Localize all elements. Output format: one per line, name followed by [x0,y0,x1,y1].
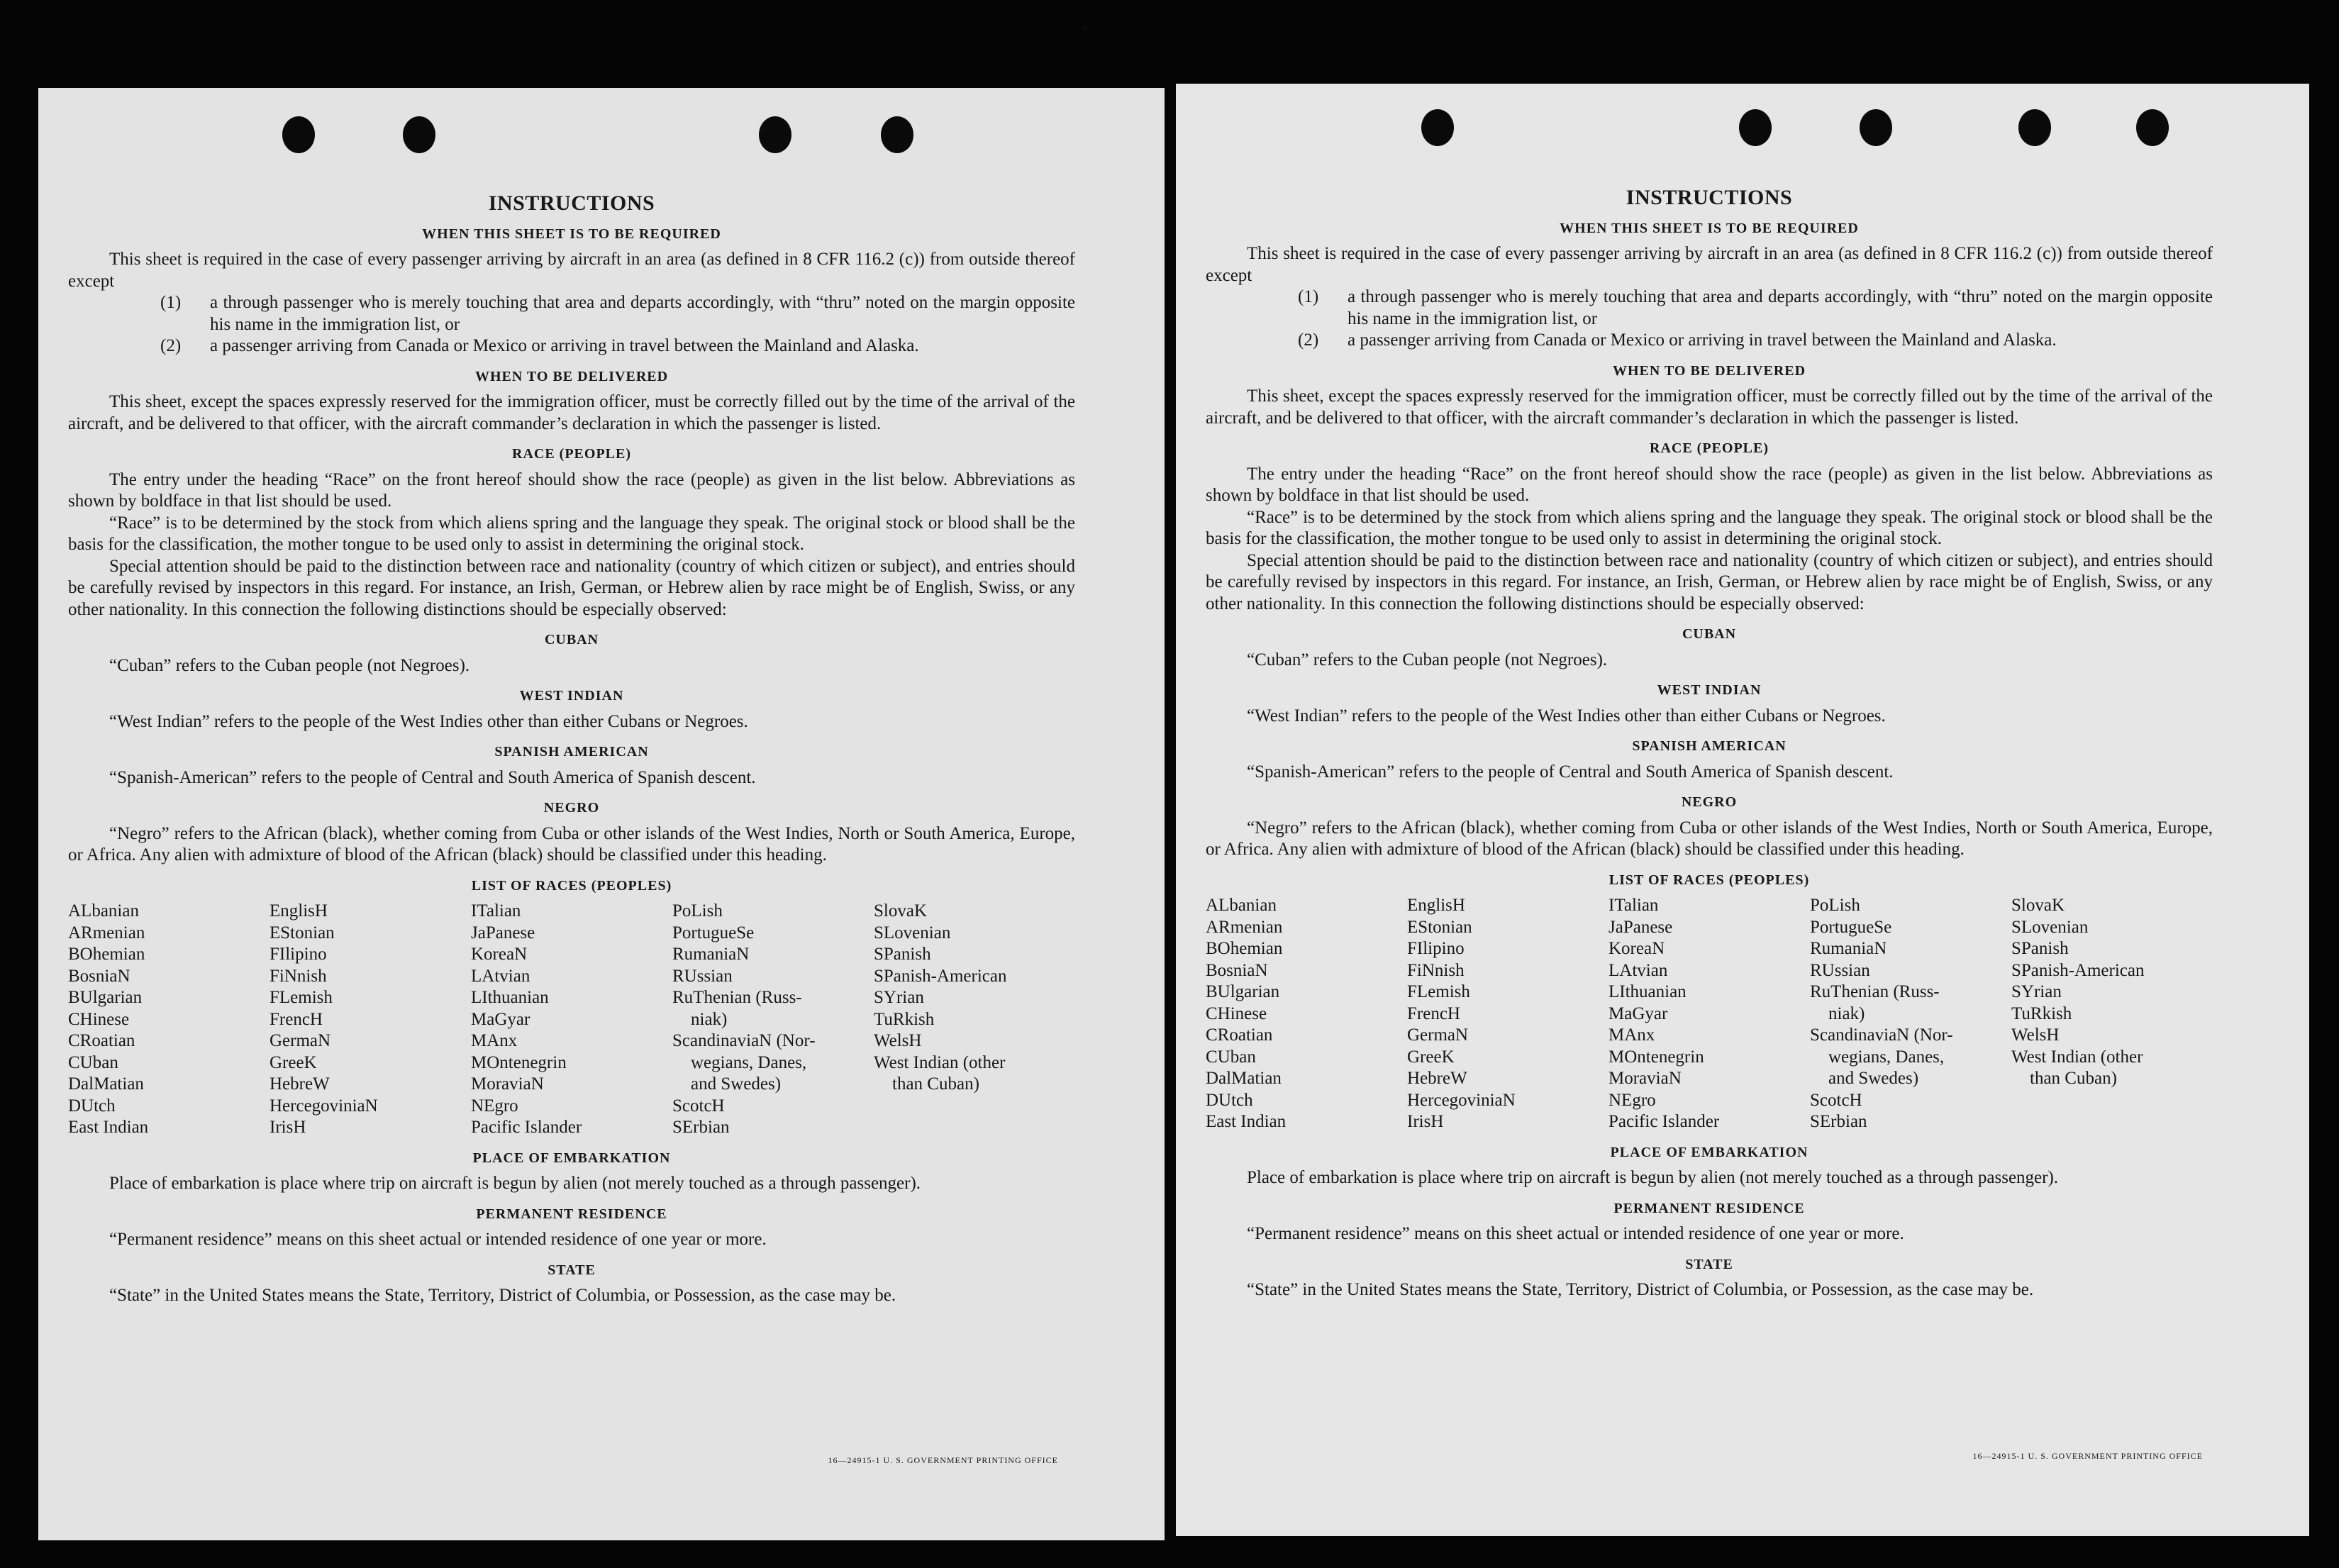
item-number: (2) [1298,330,1319,350]
paragraph: This sheet is required in the case of every passenger arriving by aircraft in an area (as defined in 8 CFR 116.2 (c)) from outside thereof except [1206,244,2213,285]
section-heading: PERMANENT RESIDENCE [1613,1200,1805,1216]
paragraph: “Negro” refers to the African (black), whether coming from Cuba or other islands of the West Indies, North or South America, Europe, or Africa. Any alien with admixture of blood of the African (black) should be classified under this heading. [1206,818,2213,859]
punch-hole [2018,109,2051,146]
scan-speck [1082,26,1088,31]
punch-hole [2136,109,2169,146]
race-entry: MOntenegrin [471,1052,567,1072]
race-entry: FLemish [1407,982,1470,1001]
race-entry: FLemish [270,988,333,1007]
races-column [1206,895,1407,1133]
race-entry: SErbian [672,1118,730,1137]
paragraph: This sheet is required in the case of every passenger arriving by aircraft in an area (as defined in 8 CFR 116.2 (c)) from outside thereof except [68,250,1075,291]
race-entry: HebreW [270,1074,330,1094]
race-entry: HercegoviniaN [270,1096,378,1116]
section-heading: NEGRO [1681,794,1738,810]
races-column [1609,895,1810,1133]
paragraph: “West Indian” refers to the people of the West Indies other than either Cubans or Negroes. [1247,706,1886,725]
punch-hole [403,116,435,153]
race-entry: JaPanese [471,923,535,943]
race-entry: EStonian [1407,917,1472,937]
list-item [68,335,1075,357]
print-footer: 16—24915-1 U. S. GOVERNMENT PRINTING OFFICE [828,1455,1058,1465]
punch-hole [1421,109,1454,146]
paragraph: “Spanish-American” refers to the people of Central and South America of Spanish descent. [109,767,756,787]
race-entry: CRoatian [68,1031,135,1050]
race-entry: NEgro [1609,1090,1656,1110]
race-entry: SPanish-American [2011,960,2145,980]
race-entry: ITalian [471,901,521,921]
paragraph: This sheet, except the spaces expressly reserved for the immigration officer, must be correctly filled out by the time of the arrival of the aircraft, and be delivered to that officer, with the aircraft commander’s declaration in which the passenger is listed. [1206,387,2213,428]
race-entry: SLovenian [2011,917,2089,937]
race-entry: EStonian [270,923,335,943]
race-entry: FrencH [1407,1003,1460,1023]
punch-hole [1860,109,1892,146]
races-column [270,901,471,1139]
paragraph: Special attention should be paid to the distinction between race and nationality (country of which citizen or subject), and entries should be carefully revised by inspectors in this regard. For instance, an Irish, German, or Hebrew alien by race might be of English, Swiss, or any other nationality. In this connection the following distinctions should be especially observed: [1206,550,2213,613]
race-entry: FIlipino [270,945,327,964]
section-heading: SPANISH AMERICAN [494,744,649,760]
races-column [68,901,270,1139]
punch-hole [282,116,315,153]
paragraph: “Negro” refers to the African (black), whether coming from Cuba or other islands of the West Indies, North or South America, Europe, or Africa. Any alien with admixture of blood of the African (black) should be classified under this heading. [68,823,1075,864]
race-entry: LAtvian [1609,960,1668,980]
race-entry: RUssian [1810,960,1870,980]
race-entry: ScandinaviaN (Nor- [672,1031,816,1050]
race-entry: FIlipino [1407,939,1465,958]
race-entry: FiNnish [1407,960,1465,980]
race-entry: Pacific Islander [471,1118,582,1137]
race-entry: and Swedes) [691,1074,782,1094]
race-entry: wegians, Danes, [691,1052,807,1072]
race-entry: RUssian [672,966,733,986]
races-column [672,901,874,1139]
race-entry: MAnx [471,1031,518,1050]
race-entry: SPanish [874,945,931,964]
race-entry: SLovenian [874,923,951,943]
race-entry: MAnx [1609,1025,1655,1045]
section-heading: PERMANENT RESIDENCE [476,1206,667,1222]
race-entry: DalMatian [1206,1069,1282,1088]
race-entry: RuThenian (Russ- [1810,982,1940,1001]
paragraph: Place of embarkation is place where trip on aircraft is begun by alien (not merely touched as a through passenger). [109,1174,921,1193]
race-entry: SPanish-American [874,966,1007,986]
race-entry: MoraviaN [471,1074,544,1094]
race-entry: SPanish [2011,939,2069,958]
race-entry: DalMatian [68,1074,144,1094]
race-entry: West Indian (other [874,1052,1006,1072]
item-number: (1) [160,293,182,312]
race-entry: GreeK [1407,1047,1455,1067]
race-entry: niak) [691,1009,728,1029]
race-entry: ALbanian [1206,896,1277,915]
section-heading: WHEN TO BE DELIVERED [1612,362,1806,379]
item-text: a through passenger who is merely touching that area and departs accordingly, with “thru” noted on the margin opposite his name in the immigration list, or [210,293,1075,334]
race-entry: TuRkish [874,1009,935,1029]
race-entry: PortugueSe [672,923,755,943]
race-entry: BosniaN [1206,960,1268,980]
race-entry: CUban [1206,1047,1256,1067]
race-entry: JaPanese [1609,917,1673,937]
paragraph: Place of embarkation is place where trip on aircraft is begun by alien (not merely touched as a through passenger). [1247,1168,2059,1187]
races-column [1810,895,2011,1133]
section-heading: NEGRO [543,800,600,816]
punch-hole [1739,109,1772,146]
document-page-left [38,88,1165,1540]
race-entry: EnglisH [270,901,328,921]
races-column [1407,895,1609,1133]
race-entry: CHinese [68,1009,130,1029]
paragraph: “Permanent residence” means on this sheet actual or intended residence of one year or more. [109,1230,767,1249]
race-entry: BosniaN [68,966,130,986]
race-entry: Pacific Islander [1609,1112,1720,1131]
race-entry: PoLish [672,901,723,921]
race-entry: wegians, Danes, [1828,1047,1945,1067]
race-entry: West Indian (other [2011,1047,2143,1067]
list-item [1206,330,2213,352]
races-column [874,901,1075,1139]
paragraph: This sheet, except the spaces expressly reserved for the immigration officer, must be correctly filled out by the time of the arrival of the aircraft, and be delivered to that officer, with the aircraft commander’s declaration in which the passenger is listed. [68,392,1075,433]
punch-hole [759,116,791,153]
section-heading: LIST OF RACES (PEOPLES) [1609,872,1810,888]
race-entry: WelsH [2011,1025,2060,1045]
race-entry: DUtch [68,1096,116,1116]
section-heading: RACE (PEOPLE) [1650,440,1769,456]
race-entry: RuThenian (Russ- [672,988,802,1007]
race-entry: ITalian [1609,896,1659,915]
paragraph: “Cuban” refers to the Cuban people (not Negroes). [109,655,470,675]
section-heading: PLACE OF EMBARKATION [1610,1144,1809,1160]
section-heading: CUBAN [544,632,599,647]
race-entry: MOntenegrin [1609,1047,1704,1067]
race-entry: RumaniaN [1810,939,1887,958]
paragraph: “West Indian” refers to the people of the West Indies other than either Cubans or Negroes. [109,711,748,731]
race-entry: LIthuanian [471,988,549,1007]
race-entry: than Cuban) [892,1074,979,1094]
race-entry: KoreaN [471,945,528,964]
race-entry: SYrian [2011,982,2062,1001]
race-entry: TuRkish [2011,1003,2072,1023]
section-heading: WHEN TO BE DELIVERED [474,368,669,384]
race-entry: RumaniaN [672,945,750,964]
page-title: INSTRUCTIONS [1626,186,1793,209]
race-entry: WelsH [874,1031,922,1050]
section-heading: LIST OF RACES (PEOPLES) [471,877,672,894]
paragraph: “State” in the United States means the State, Territory, District of Columbia, or Possession, as the case may be. [1247,1280,2034,1299]
race-entry: than Cuban) [2030,1069,2117,1088]
race-entry: SlovaK [2011,896,2065,915]
section-heading: STATE [548,1262,596,1278]
race-entry: ARmenian [1206,917,1283,937]
punch-hole [881,116,913,153]
race-entry: HercegoviniaN [1407,1090,1516,1110]
item-text: a passenger arriving from Canada or Mexico or arriving in travel between the Mainland and Alaska. [210,336,919,355]
race-entry: GreeK [270,1052,317,1072]
paragraph: “Cuban” refers to the Cuban people (not Negroes). [1247,650,1608,669]
list-item [68,292,1075,335]
instructions-content [68,193,1075,1307]
document-page-right [1176,84,2309,1536]
race-entry: ARmenian [68,923,145,943]
item-text: a passenger arriving from Canada or Mexico or arriving in travel between the Mainland and Alaska. [1348,330,2057,350]
page-title: INSTRUCTIONS [488,191,655,215]
race-entry: BOhemian [68,945,145,964]
race-entry: ScandinaviaN (Nor- [1810,1025,1953,1045]
race-entry: East Indian [1206,1112,1287,1131]
race-entry: HebreW [1407,1069,1467,1088]
section-heading: WEST INDIAN [519,688,624,704]
race-entry: GermaN [1407,1025,1469,1045]
item-number: (1) [1298,287,1319,306]
race-entry: IrisH [1407,1112,1444,1131]
section-heading: STATE [1685,1256,1733,1272]
race-entry: SYrian [874,988,924,1007]
race-entry: ScotcH [1810,1090,1862,1110]
section-heading: WEST INDIAN [1657,682,1762,698]
race-entry: DUtch [1206,1090,1253,1110]
race-entry: East Indian [68,1118,149,1137]
race-entry: FrencH [270,1009,323,1029]
section-heading: WHEN THIS SHEET IS TO BE REQUIRED [1560,220,1859,236]
race-entry: PortugueSe [1810,917,1892,937]
race-entry: FiNnish [270,966,327,986]
section-heading: SPANISH AMERICAN [1632,738,1787,754]
race-entry: CUban [68,1052,118,1072]
race-entry: BOhemian [1206,939,1283,958]
race-entry: BUlgarian [1206,982,1280,1001]
paragraph: Special attention should be paid to the distinction between race and nationality (country of which citizen or subject), and entries should be carefully revised by inspectors in this regard. For instance, an Irish, German, or Hebrew alien by race might be of English, Swiss, or any other nationality. In this connection the following distinctions should be especially observed: [68,556,1075,619]
race-entry: BUlgarian [68,988,143,1007]
race-entry: NEgro [471,1096,518,1116]
races-column [2011,895,2213,1133]
paragraph: “State” in the United States means the State, Territory, District of Columbia, or Possession, as the case may be. [109,1286,896,1305]
race-entry: ALbanian [68,901,139,921]
race-entry: SErbian [1810,1112,1867,1131]
section-heading: RACE (PEOPLE) [512,446,631,462]
section-heading: PLACE OF EMBARKATION [472,1150,671,1166]
race-entry: GermaN [270,1031,331,1050]
race-entry: KoreaN [1609,939,1665,958]
item-text: a through passenger who is merely touching that area and departs accordingly, with “thru” noted on the margin opposite his name in the immigration list, or [1348,287,2213,328]
race-entry: CHinese [1206,1003,1267,1023]
races-list [1206,895,2213,1133]
race-entry: IrisH [270,1118,306,1137]
paragraph: The entry under the heading “Race” on the front hereof should show the race (people) as given in the list below. Abbreviations as shown by boldface in that list should be used. [1206,464,2213,505]
race-entry: PoLish [1810,896,1860,915]
paragraph: “Spanish-American” refers to the people of Central and South America of Spanish descent. [1247,762,1894,782]
section-heading: CUBAN [1682,626,1737,642]
race-entry: SlovaK [874,901,927,921]
print-footer: 16—24915-1 U. S. GOVERNMENT PRINTING OFFICE [1972,1451,2203,1461]
race-entry: ScotcH [672,1096,725,1116]
race-entry: and Swedes) [1828,1069,1919,1088]
race-entry: EnglisH [1407,896,1465,915]
race-entry: CRoatian [1206,1025,1273,1045]
race-entry: MoraviaN [1609,1069,1682,1088]
race-entry: niak) [1828,1003,1865,1023]
paragraph: The entry under the heading “Race” on the front hereof should show the race (people) as given in the list below. Abbreviations as shown by boldface in that list should be used. [68,469,1075,511]
instructions-content [1206,187,2213,1301]
race-entry: MaGyar [1609,1003,1668,1023]
section-heading: WHEN THIS SHEET IS TO BE REQUIRED [422,226,721,242]
paragraph: “Race” is to be determined by the stock from which aliens spring and the language they speak. The original stock or blood shall be the basis for the classification, the mother tongue to be used only to assist in determining the original stock. [68,513,1075,554]
races-column [471,901,672,1139]
race-entry: MaGyar [471,1009,530,1029]
list-item [1206,287,2213,330]
races-list [68,901,1075,1139]
item-number: (2) [160,336,182,355]
race-entry: LAtvian [471,966,530,986]
race-entry: LIthuanian [1609,982,1687,1001]
paragraph: “Race” is to be determined by the stock from which aliens spring and the language they speak. The original stock or blood shall be the basis for the classification, the mother tongue to be used only to assist in determining the original stock. [1206,507,2213,548]
paragraph: “Permanent residence” means on this sheet actual or intended residence of one year or more. [1247,1224,1904,1243]
